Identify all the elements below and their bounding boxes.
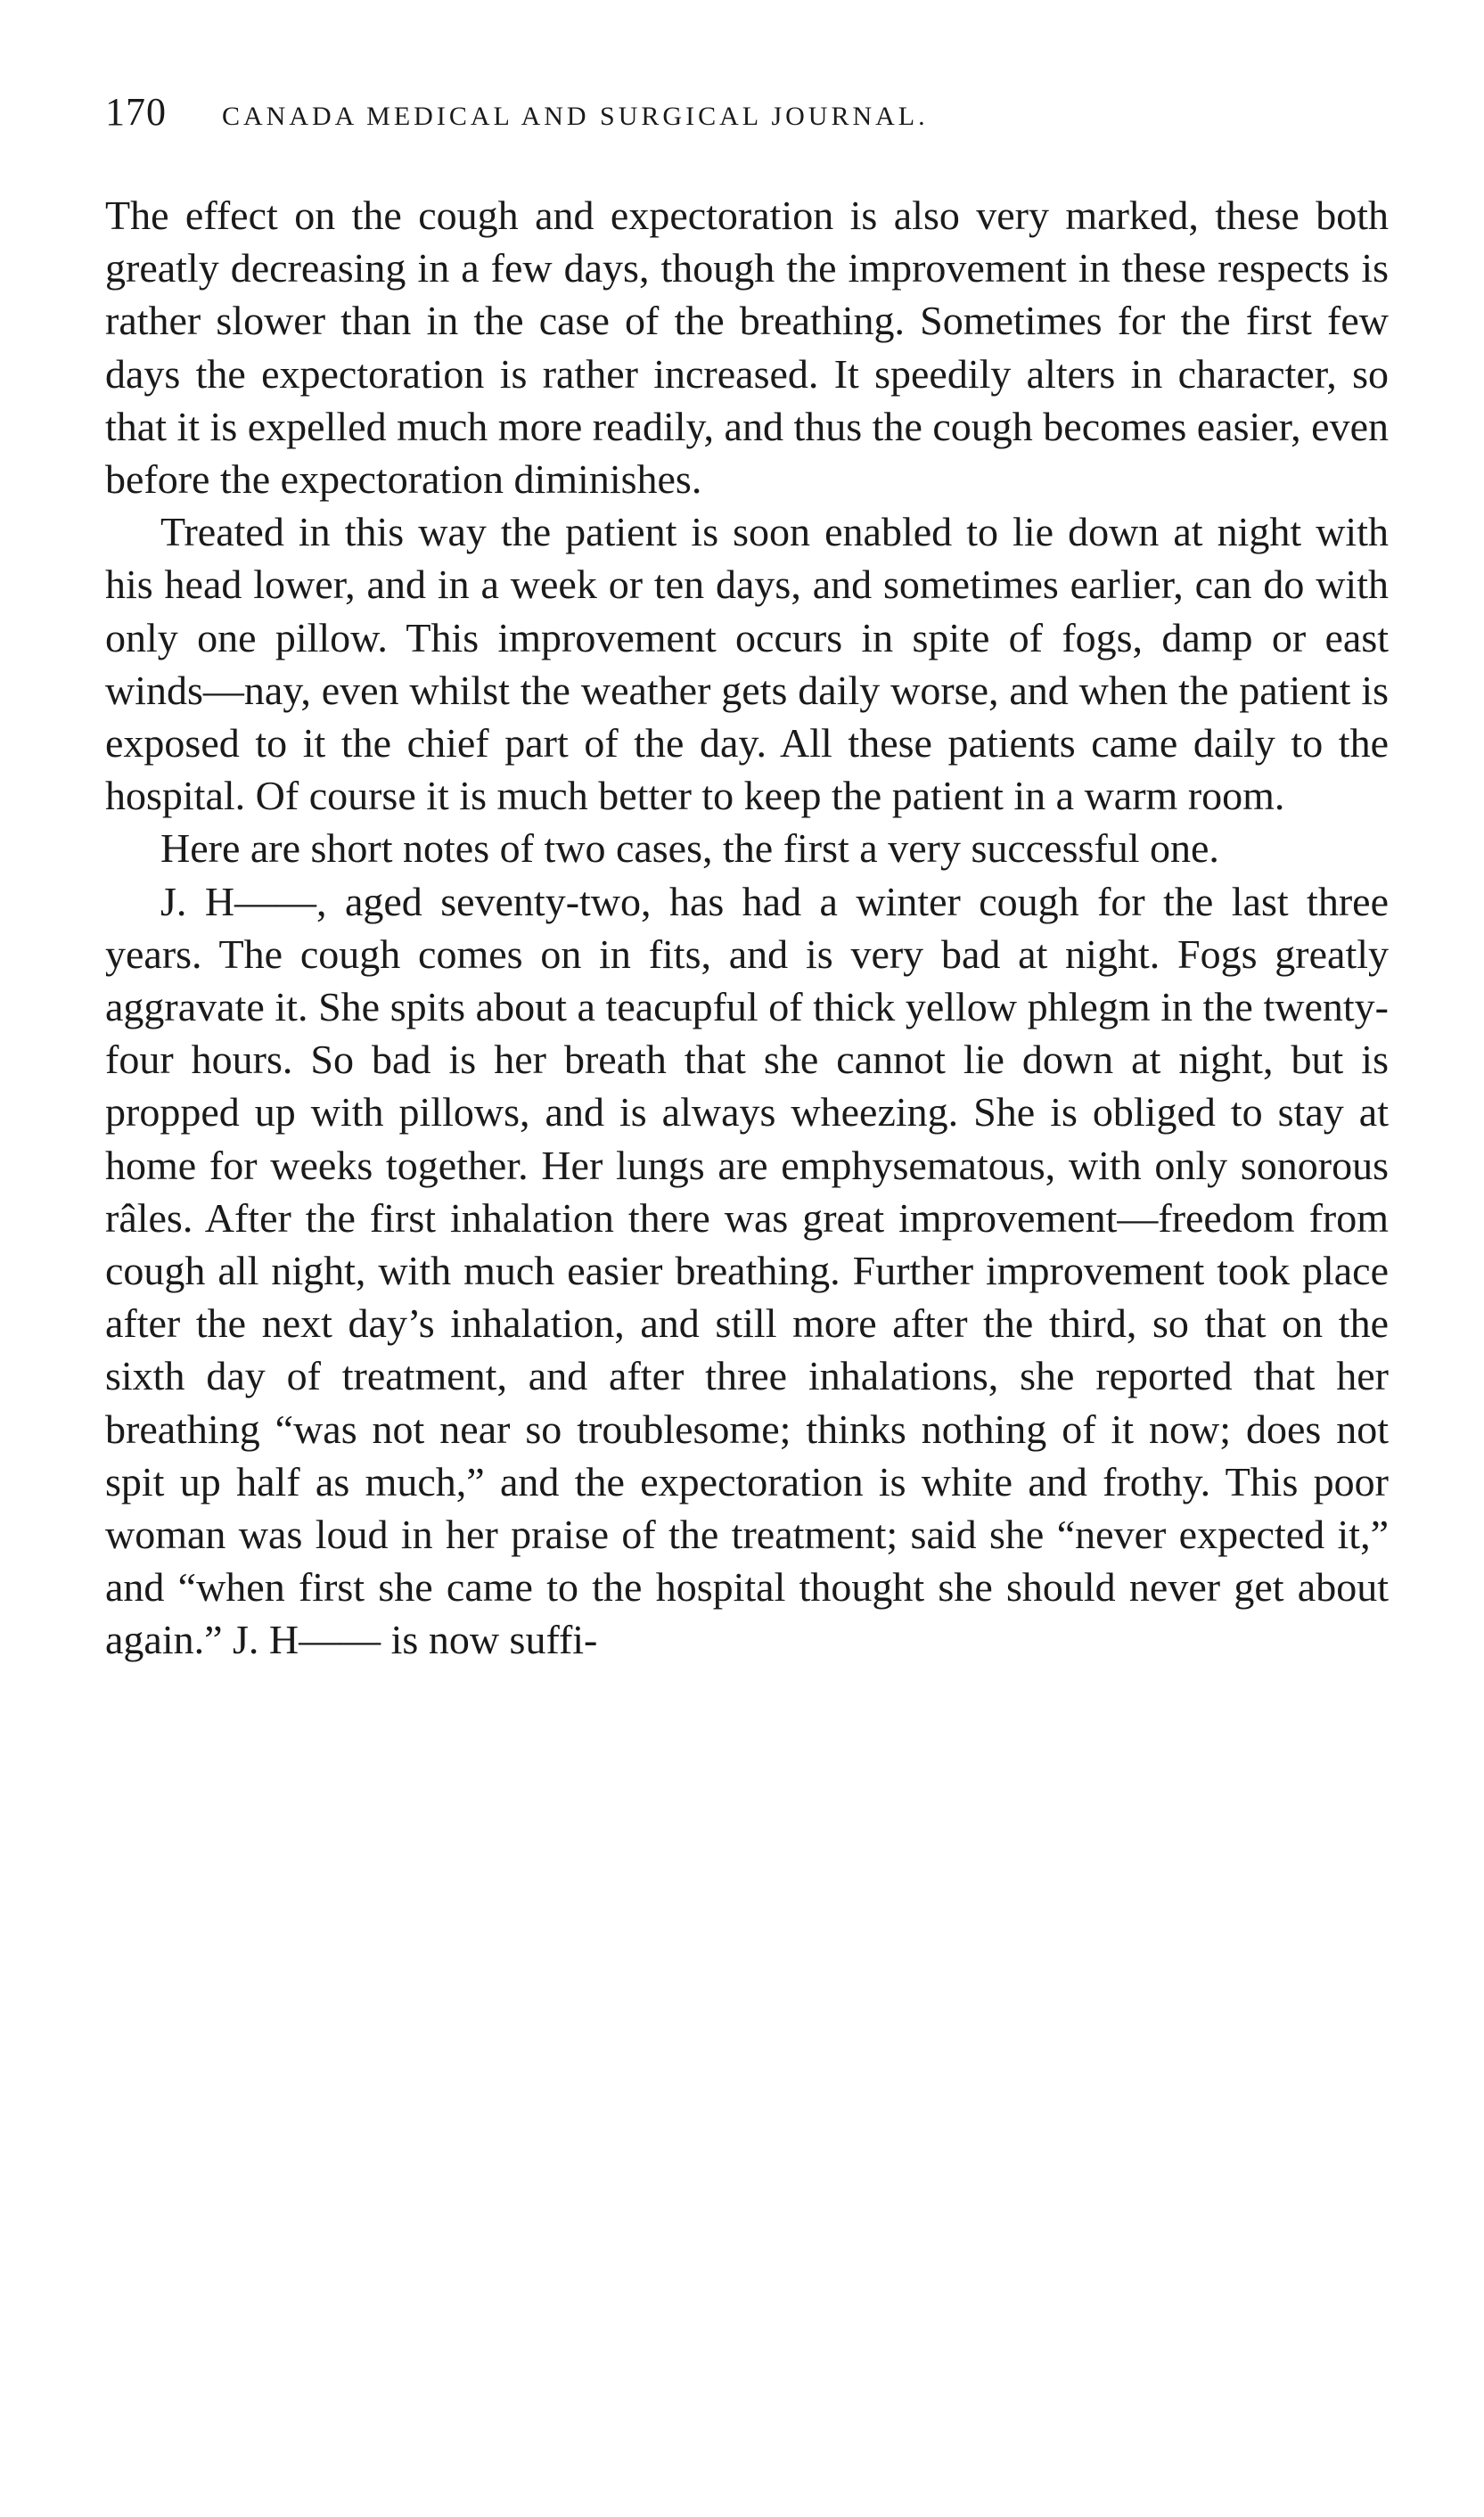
paragraph-cough-effect: The effect on the cough and expectoration is also very marked, these both greatly decreasing in a few days, though the improvement in these respects is rather slower than in the case of the breathing. Sometimes for the first few days the expectoration is rather increased. It speedily alters in character, so that it is expelled much more readily, and thus the cough becomes easier, even before the expectoration diminishes. bbox=[105, 193, 1389, 503]
page bbox=[105, 89, 1389, 1667]
paragraph-case-jh: J. H——, aged seventy-two, has had a winter cough for the last three years. The cough comes on in fits, and is very bad at night. Fogs greatly aggravate it. She spits about a teacupful of thick yellow phlegm in the twenty-four hours. So bad is her breath that she cannot lie down at night, but is propped up with pillows, and is always wheezing. She is obliged to stay at home for weeks together. Her lungs are emphysematous, with only sonorous râles. After the first inhalation there was great improvement—freedom from cough all night, with much easier breathing. Further improvement took place after the next day’s inhalation, and still more after the third, so that on the sixth day of treatment, and after three inhalations, she reported that her breathing “was not near so troublesome; thinks nothing of it now; does not spit up half as much,” and the expectoration is white and frothy. This poor woman was loud in her praise of the treatment; said she “never expected it,” and “when first she came to the hospital thought she should never get about again.” J. H—— is now suffi- bbox=[105, 878, 1389, 1663]
body-text bbox=[105, 189, 1389, 1667]
running-head bbox=[105, 89, 1389, 152]
paragraph-case-intro: Here are short notes of two cases, the first a very successful one. bbox=[160, 825, 1219, 872]
journal-title: CANADA MEDICAL AND SURGICAL JOURNAL. bbox=[222, 102, 929, 131]
paragraph-treatment-course: Treated in this way the patient is soon enabled to lie down at night with his head lower, and in a week or ten days, and sometimes earlier, can do with only one pillow. This improvement occurs in spite of fogs, damp or east winds—nay, even whilst the weather gets daily worse, and when the patient is exposed to it the chief part of the day. All these patients came daily to the hospital. Of course it is much better to keep the patient in a warm room. bbox=[105, 509, 1389, 819]
page-number: 170 bbox=[105, 90, 167, 134]
